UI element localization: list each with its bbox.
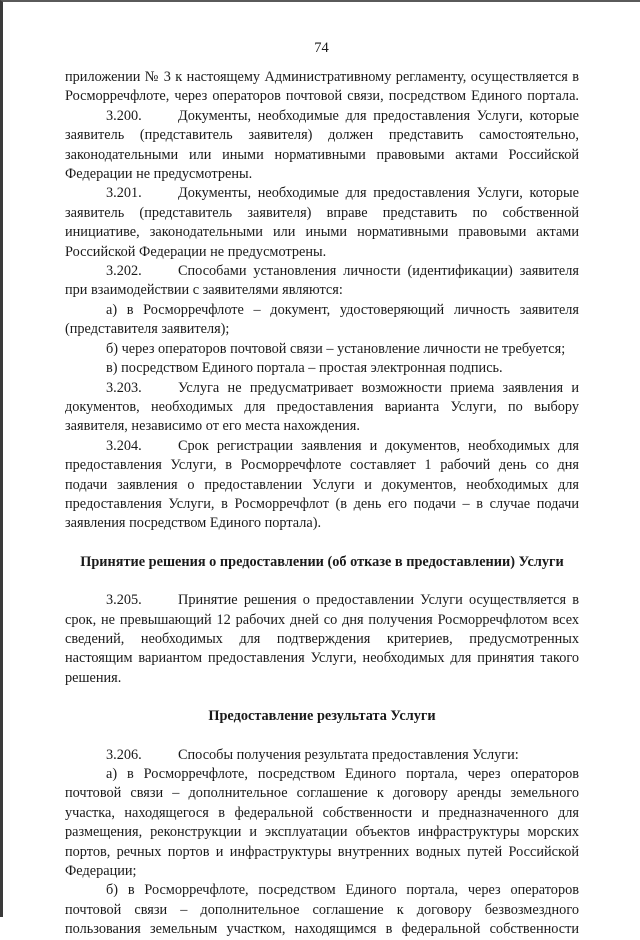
result-item-b [65, 881, 579, 939]
paragraph-text: Документы, необходимые для предоставления Услуги, которые заявитель (представитель заявителя) вправе представить по собственной инициативе, законодательными или иными нормативными правовыми актами Российской Федерации не предусмотрены. [65, 185, 579, 260]
paragraph-3-204 [65, 437, 579, 534]
list-item-a [65, 301, 579, 340]
paragraph-number: 3.200. [106, 107, 142, 124]
paragraph-text: а) в Росморречфлоте, посредством Единого портала, через операторов почтовой связи – дополнительное соглашение к договору аренды земельного участка, находящегося в федеральной собственности и предназначенного для размещения, реконструкции и эксплуатации объектов инфраструктуры морских портов, речных портов и инфраструктуры внутренних водных путей Российской Федерации; [65, 766, 579, 880]
document-body [65, 68, 579, 940]
paragraph-text: а) в Росморречфлоте – документ, удостоверяющий личность заявителя (представителя заявителя); [65, 301, 579, 338]
paragraph-number: 3.204. [106, 437, 142, 454]
paragraph-text: б) через операторов почтовой связи – установление личности не требуется; [106, 340, 566, 357]
list-item-v [65, 359, 579, 378]
result-item-a [65, 765, 579, 881]
paragraph-text: Способы получения результата предоставления Услуги: [178, 746, 519, 763]
paragraph-text: в) посредством Единого портала – простая электронная подпись. [106, 360, 503, 377]
section-heading-result: Предоставление результата Услуги [208, 708, 436, 725]
paragraph-number: 3.203. [106, 379, 142, 396]
paragraph-3-202 [65, 262, 579, 301]
paragraph-text: Документы, необходимые для предоставления Услуги, которые заявитель (представитель заявителя) должен представить самостоятельно, законодательными или иными нормативными правовыми актами Российской Федерации не предусмотрены. [65, 107, 579, 183]
paragraph-text: б) в Росморречфлоте, посредством Единого портала, через операторов почтовой связи – дополнительное соглашение к договору безвозмездного пользования земельным участком, находящимся в федеральной собственности [65, 882, 579, 938]
section-heading-decision: Принятие решения о предоставлении (об отказе в предоставлении) Услуги [80, 553, 564, 570]
paragraph-3-205 [65, 591, 579, 688]
paragraph-number: 3.201. [106, 185, 142, 202]
paragraph-number: 3.205. [106, 592, 142, 609]
paragraph-3-203 [65, 379, 579, 437]
page-number: 74 [314, 40, 329, 56]
paragraph-3-201 [65, 184, 579, 262]
list-item-b [65, 340, 579, 359]
paragraph-continuation [65, 68, 579, 107]
paragraph-text: приложении № 3 к настоящему Административному регламенту, осуществляется в Росморречфлоте, через операторов почтовой связи, посредством Единого портала. [65, 69, 579, 105]
paragraph-text: Способами установления личности (идентификации) заявителя при взаимодействии с заявителями являются: [65, 263, 579, 299]
paragraph-number: 3.206. [106, 746, 142, 763]
paragraph-3-206 [65, 746, 579, 765]
paragraph-text: Услуга не предусматривает возможности приема заявления и документов, необходимых для предоставления варианта Услуги, по выбору заявителя, независимо от его места нахождения. [65, 379, 579, 435]
paragraph-number: 3.202. [106, 263, 142, 280]
paragraph-text: Принятие решения о предоставлении Услуги осуществляется в срок, не превышающий 12 рабочих дней со дня получения Росморречфлотом всех сведений, необходимых для подтверждения критериев, предусмотренных настоящим вариантом предоставления Услуги, необходимых для принятия такого решения. [65, 592, 579, 686]
paragraph-3-200 [65, 107, 579, 185]
paragraph-text: Срок регистрации заявления и документов, необходимых для предоставления Услуги, в Росморречфлоте составляет 1 рабочий день со дня подачи заявления о предоставлении Услуги и документов, необходимых для предоставления Услуги, в Росморречфлот (в день его подачи – в случае подачи заявления посредством Единого портала). [65, 437, 579, 532]
